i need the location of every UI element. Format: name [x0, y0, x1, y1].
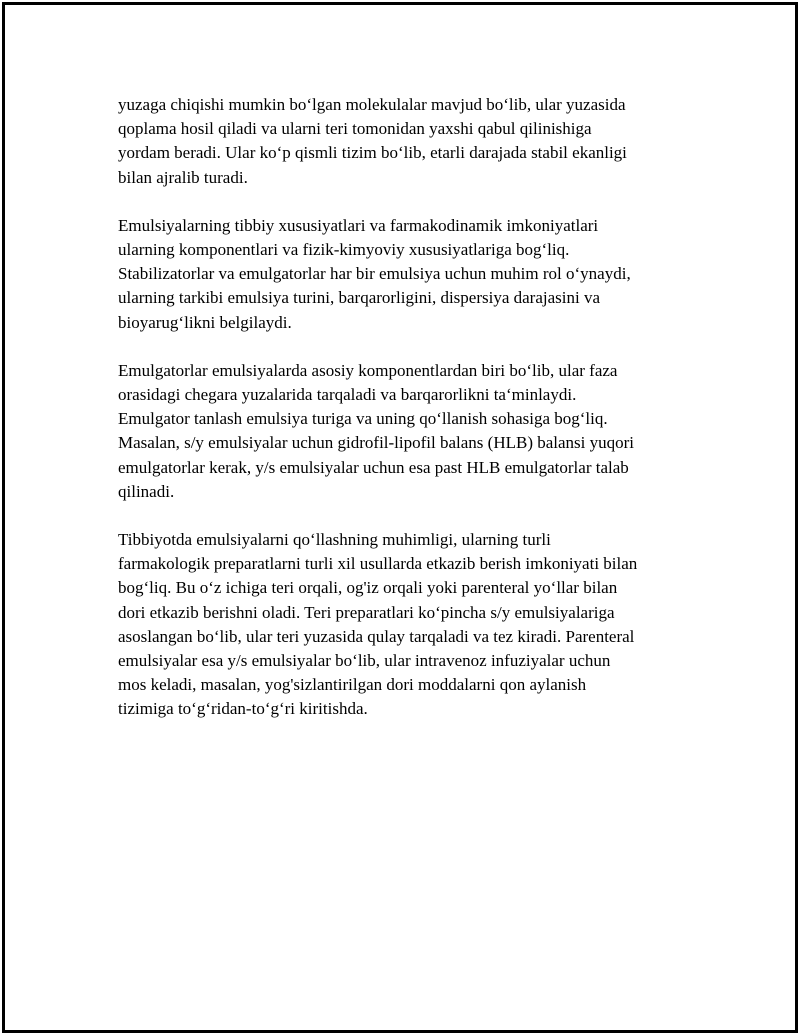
- text-line: dori etkazib berishni oladi. Teri preparatlari koʻpincha s/y emulsiyalariga: [118, 602, 615, 622]
- text-line: Emulsiyalarning tibbiy xususiyatlari va farmakodinamik imkoniyatlari: [118, 215, 599, 235]
- text-line: emulsiyalar esa y/s emulsiyalar boʻlib, ular intravenoz infuziyalar uchun: [118, 651, 611, 671]
- paragraph-3: [118, 359, 678, 504]
- paragraph-4: [118, 528, 678, 722]
- document-body: [118, 93, 678, 746]
- text-line: bogʻliq. Bu oʻz ichiga teri orqali, og'iz orqali yoki parenteral yoʻllar bilan: [118, 578, 618, 598]
- text-line: yordam beradi. Ular koʻp qismli tizim boʻlib, etarli darajada stabil ekanligi: [118, 143, 627, 163]
- text-line: ularning komponentlari va fizik-kimyoviy xususiyatlariga bogʻliq.: [118, 240, 570, 260]
- text-line: Emulgatorlar emulsiyalarda asosiy komponentlardan biri boʻlib, ular faza: [118, 360, 618, 380]
- text-line: Stabilizatorlar va emulgatorlar har bir emulsiya uchun muhim rol oʻynaydi,: [118, 264, 631, 284]
- text-line: emulgatorlar kerak, y/s emulsiyalar uchun esa past HLB emulgatorlar talab: [118, 457, 629, 477]
- text-line: tizimiga toʻgʻridan-toʻgʻri kiritishda.: [118, 699, 368, 719]
- text-line: qilinadi.: [118, 481, 175, 501]
- paragraph-1: [118, 93, 678, 190]
- text-line: ularning tarkibi emulsiya turini, barqarorligini, dispersiya darajasini va: [118, 288, 601, 308]
- text-line: Masalan, s/y emulsiyalar uchun gidrofil-lipofil balans (HLB) balansi yuqori: [118, 433, 635, 453]
- paragraph-2: [118, 214, 678, 335]
- text-line: yuzaga chiqishi mumkin boʻlgan molekulalar mavjud boʻlib, ular yuzasida: [118, 95, 626, 114]
- text-line: qoplama hosil qiladi va ularni teri tomonidan yaxshi qabul qilinishiga: [118, 119, 592, 139]
- text-line: orasidagi chegara yuzalarida tarqaladi va barqarorlikni taʻminlaydi.: [118, 385, 577, 405]
- text-line: farmakologik preparatlarni turli xil usullarda etkazib berish imkoniyati bilan: [118, 554, 638, 574]
- text-line: mos keladi, masalan, yog'sizlantirilgan dori moddalarni qon aylanish: [118, 675, 587, 695]
- text-line: asoslangan boʻlib, ular teri yuzasida qulay tarqaladi va tez kiradi. Parenteral: [118, 626, 635, 646]
- text-line: Tibbiyotda emulsiyalarni qoʻllashning muhimligi, ularning turli: [118, 530, 551, 550]
- text-line: Emulgator tanlash emulsiya turiga va uning qoʻllanish sohasiga bogʻliq.: [118, 409, 608, 429]
- text-line: bilan ajralib turadi.: [118, 167, 248, 187]
- text-line: bioyarugʻlikni belgilaydi.: [118, 312, 292, 332]
